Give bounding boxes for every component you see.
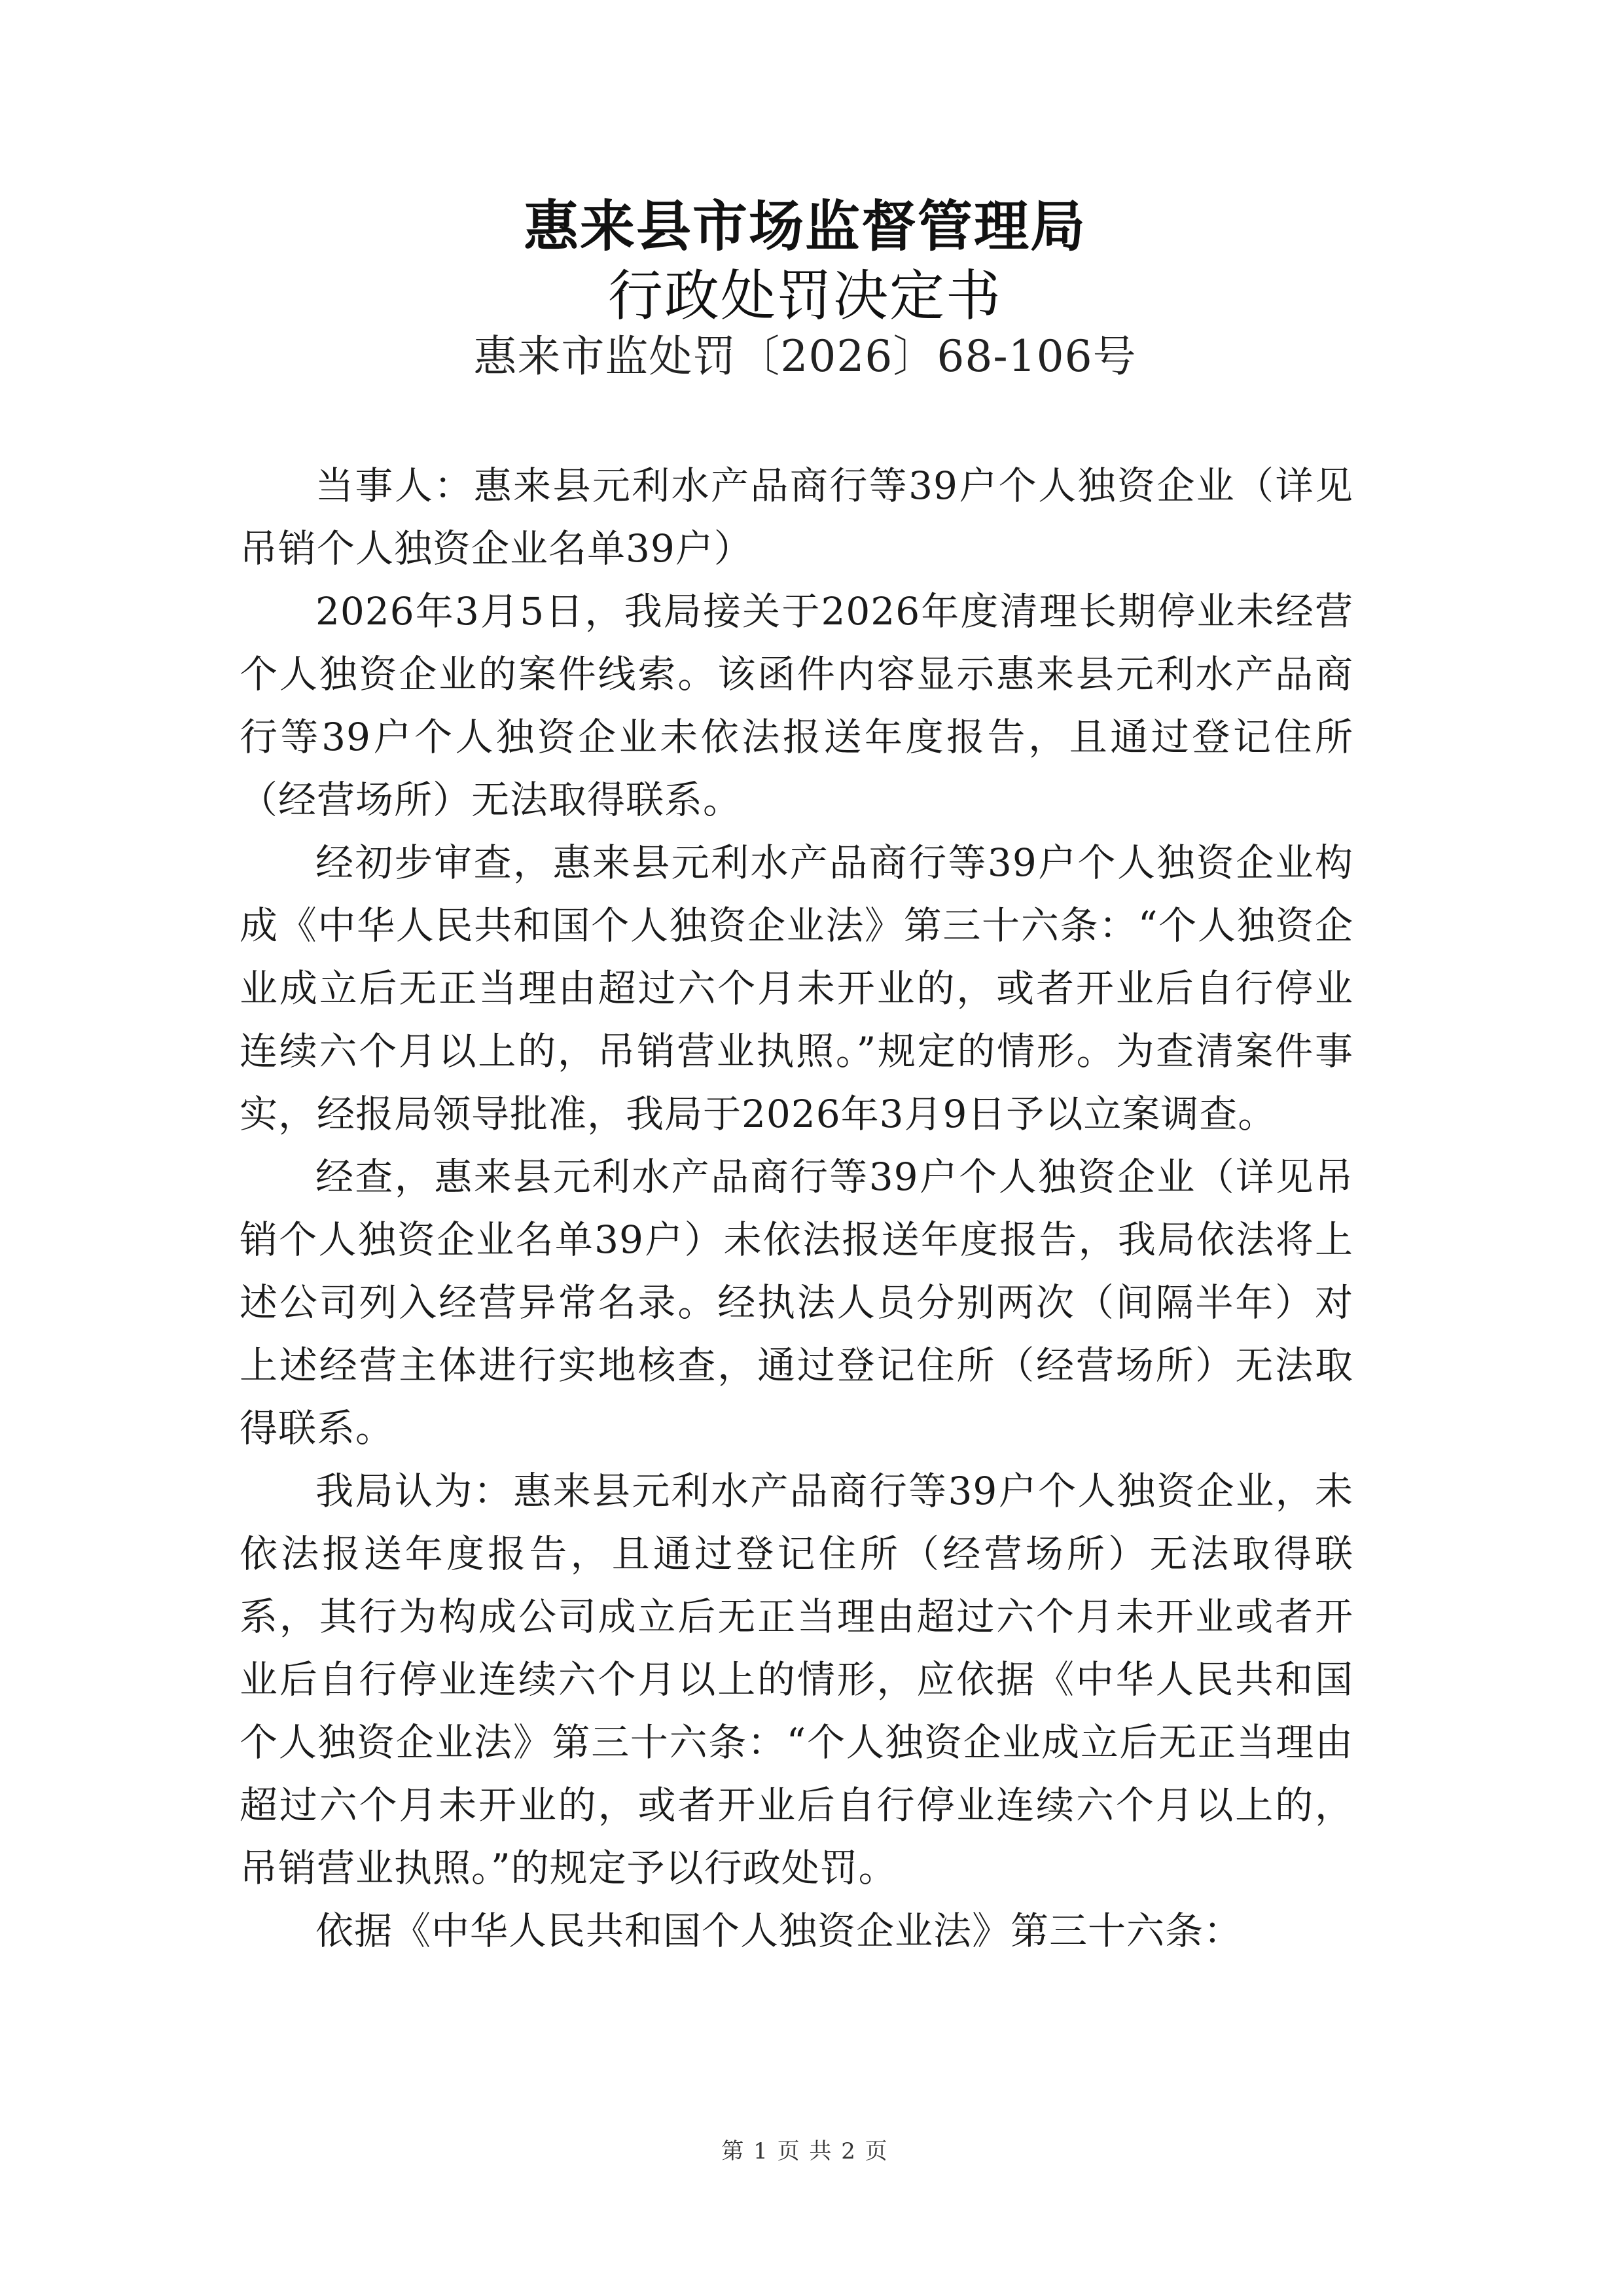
document-body — [240, 454, 1353, 1962]
paragraph-clue: 2026年3月5日，我局接关于2026年度清理长期停业未经营个人独资企业的案件线索。该函件内容显示惠来县元利水产品商行等39户个人独资企业未依法报送年度报告，且通过登记住所（经营场所）无法取得联系。 — [240, 589, 1353, 822]
paragraph-investigation: 经查，惠来县元利水产品商行等39户个人独资企业（详见吊销个人独资企业名单39户）未依法报送年度报告，我局依法将上述公司列入经营异常名录。经执法人员分别两次（间隔半年）对上述经营主体进行实地核查，通过登记住所（经营场所）无法取得联系。 — [240, 1155, 1353, 1450]
page-label-middle: 页 共 — [777, 2138, 833, 2164]
page-label-prefix: 第 — [721, 2138, 745, 2164]
page-footer — [0, 2135, 1610, 2168]
document-subtitle: 行政处罚决定书 — [607, 264, 1002, 328]
paragraph-legal-basis: 依据《中华人民共和国个人独资企业法》第三十六条： — [315, 1909, 1243, 1953]
document-number: 惠来市监处罚〔2026〕68-106号 — [473, 331, 1137, 382]
document-title: 惠来县市场监督管理局 — [523, 194, 1086, 259]
paragraph-preliminary-review: 经初步审查，惠来县元利水产品商行等39户个人独资企业构成《中华人民共和国个人独资企业法》第三十六条：“个人独资企业成立后无正当理由超过六个月未开业的，或者开业后自行停业连续六个月以上的，吊销营业执照。”规定的情形。为查清案件事实，经报局领导批准，我局于2026年3月9日予以立案调查。 — [240, 840, 1353, 1136]
page-current: 1 — [753, 2138, 769, 2164]
paragraph-party: 当事人：惠来县元利水产品商行等39户个人独资企业（详见吊销个人独资企业名单39户） — [240, 463, 1353, 571]
paragraph-finding: 我局认为：惠来县元利水产品商行等39户个人独资企业，未依法报送年度报告，且通过登记住所（经营场所）无法取得联系，其行为构成公司成立后无正当理由超过六个月未开业或者开业后自行停业连续六个月以上的情形，应依据《中华人民共和国个人独资企业法》第三十六条：“个人独资企业成立后无正当理由超过六个月未开业的，或者开业后自行停业连续六个月以上的，吊销营业执照。”的规定予以行政处罚。 — [240, 1469, 1353, 1890]
page-label-suffix: 页 — [865, 2138, 889, 2164]
page-total: 2 — [841, 2138, 857, 2164]
